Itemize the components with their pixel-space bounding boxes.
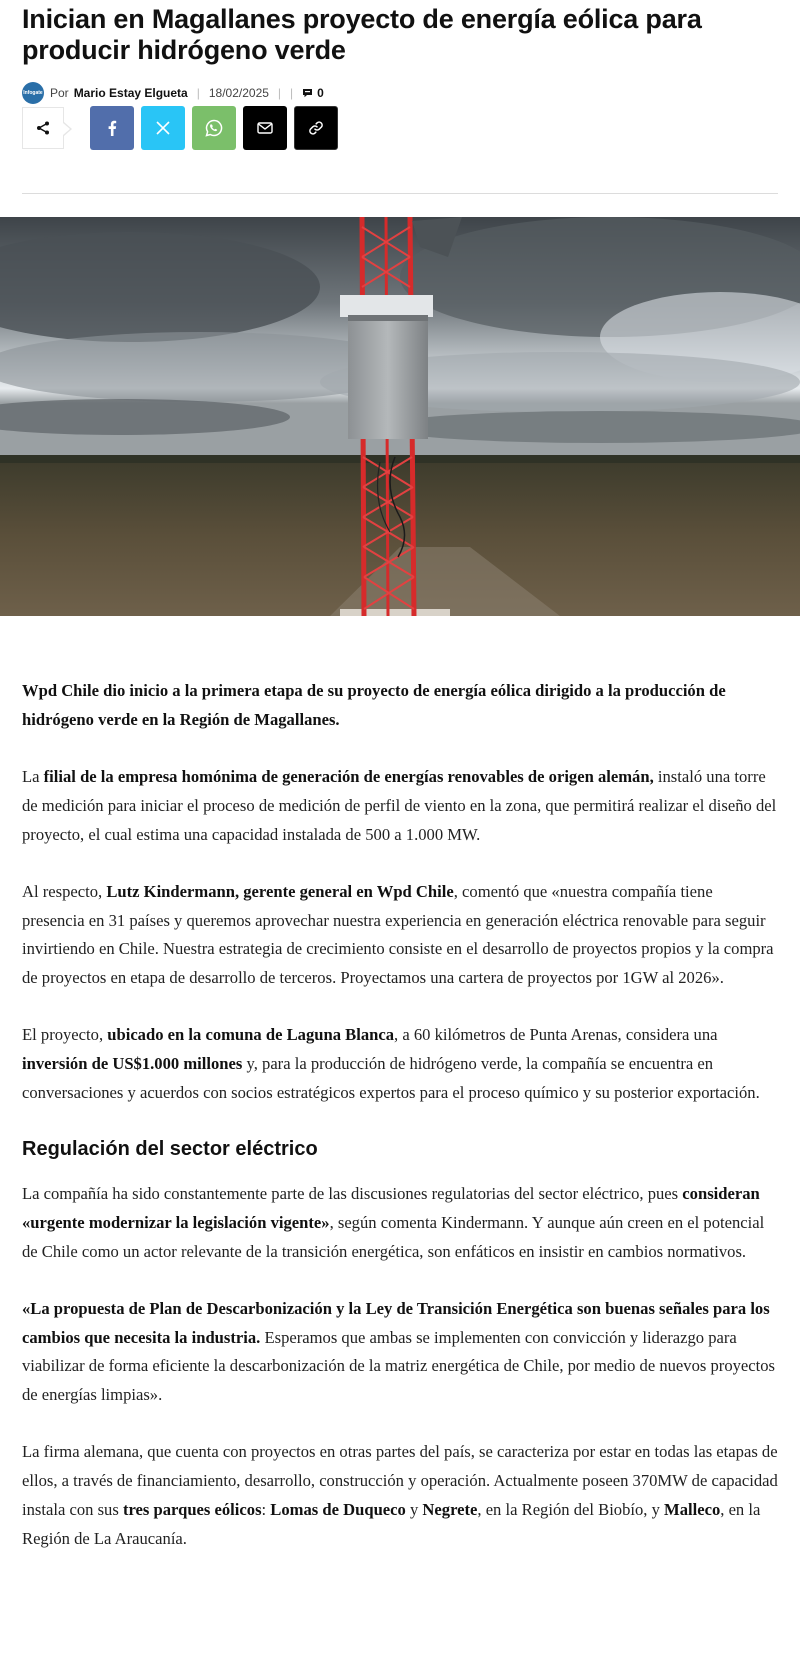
comments-count: 0	[317, 86, 324, 100]
article-title: Inician en Magallanes proyecto de energía eólica para producir hidrógeno verde	[22, 4, 702, 65]
share-toggle-button[interactable]	[22, 107, 64, 149]
share-bar	[22, 106, 345, 150]
bold-text: Lomas de Duqueco	[270, 1499, 406, 1519]
x-icon	[156, 121, 170, 135]
facebook-share-button[interactable]	[90, 106, 134, 150]
bold-text: filial de la empresa homónima de generación de energías renovables de origen alemán,	[43, 767, 654, 787]
bold-text: Wpd Chile dio inicio a la primera etapa de su proyecto de energía eólica dirigido a la producción de hidrógeno verde en la Región de Magallanes.	[22, 681, 726, 729]
link-icon	[308, 120, 324, 136]
article-body	[22, 677, 778, 1582]
author-link[interactable]: Mario Estay Elgueta	[73, 86, 188, 100]
mail-icon	[257, 122, 273, 134]
paragraph: El proyecto, ubicado en la comuna de Laguna Blanca, a 60 kilómetros de Punta Arenas, considera una inversión de US$1.000 millones y, para la producción de hidrógeno verde, la compañía se encuentra en conversaciones y acuerdos con socios estratégicos expertos para el proceso químico y su posterior exportación.	[22, 1025, 760, 1102]
bold-text: ubicado en la comuna de Laguna Blanca	[107, 1025, 395, 1045]
meta-separator: |	[277, 86, 282, 100]
bold-text: Lutz Kindermann, gerente general en Wpd Chile	[106, 881, 454, 901]
x-share-button[interactable]	[141, 106, 185, 150]
section-heading: Regulación del sector eléctrico	[22, 1138, 318, 1161]
bold-text: inversión de US$1.000 millones	[22, 1054, 243, 1074]
paragraph-lead	[22, 677, 778, 734]
publish-date: 18/02/2025	[208, 86, 269, 100]
paragraph: La firma alemana, que cuenta con proyectos en otras partes del país, se caracteriza por estar en todas las etapas de ellos, a través de financiamiento, desarrollo, construcción y operación. Actualmente poseen 370MW de capacidad instala con sus tres parques eólicos: Lomas de Duqueco y Negrete, en la Región del Biobío, y Malleco, en la Región de La Araucanía.	[22, 1442, 778, 1548]
comment-icon	[302, 88, 313, 98]
meta-separator: |	[196, 86, 200, 100]
author-avatar[interactable]: Infogate	[22, 82, 44, 104]
header-divider	[22, 193, 778, 194]
comments-link[interactable]	[302, 86, 324, 100]
wind-measurement-tower-photo	[0, 217, 800, 616]
featured-image	[0, 217, 800, 616]
bold-text: Negrete	[422, 1499, 478, 1519]
bold-text: tres parques eólicos	[122, 1499, 262, 1519]
bold-text: «La propuesta de Plan de Descarbonización y la Ley de Transición Energética son buenas señales para los cambios que necesita la industria.	[22, 1298, 770, 1347]
paragraph: «La propuesta de Plan de Descarbonización y la Ley de Transición Energética son buenas señales para los cambios que necesita la industria. Esperamos que ambas se implementen con convicción y liderazgo para viabilizar de forma eficiente la descarbonización de la matriz energética de Chile, por medio de nuevos proyectos de energías limpias».	[22, 1298, 776, 1405]
paragraph: La compañía ha sido constantemente parte de las discusiones regulatorias del sector eléctrico, pues consideran «urgente modernizar la legislación vigente», según comenta Kindermann. Y aunque aún creen en el potencial de Chile como un actor relevante de la transición energética, son enfáticos en insistir en cambios normativos.	[22, 1184, 765, 1261]
by-label: Por	[50, 86, 69, 100]
facebook-icon	[107, 120, 117, 136]
copy-link-button[interactable]	[294, 106, 338, 150]
article-meta	[22, 81, 324, 105]
bold-text: consideran «urgente modernizar la legislación vigente»	[22, 1184, 760, 1232]
bold-text: Malleco	[664, 1499, 721, 1519]
paragraph: La filial de la empresa homónima de generación de energías renovables de origen alemán, instaló una torre de medición para iniciar el proceso de medición de perfil de viento en la zona, que permitirá realizar el diseño del proyecto, el cual estima una capacidad instalada de 500 a 1.000 MW.	[22, 767, 777, 844]
meta-separator: |	[290, 86, 294, 100]
whatsapp-share-button[interactable]	[192, 106, 236, 150]
paragraph: Al respecto, Lutz Kindermann, gerente general en Wpd Chile, comentó que «nuestra compañía tiene presencia en 31 países y queremos aprovechar nuestra experiencia en generación eléctrica renovable para seguir invirtiendo en Chile. Nuestra estrategia de crecimiento consiste en el desarrollo de proyectos propios y la compra de proyectos en etapa de desarrollo de terceros. Proyectamos una cartera de proyectos por 1GW al 2026».	[22, 881, 774, 987]
share-icon	[36, 121, 50, 135]
whatsapp-icon	[205, 119, 223, 137]
email-share-button[interactable]	[243, 106, 287, 150]
